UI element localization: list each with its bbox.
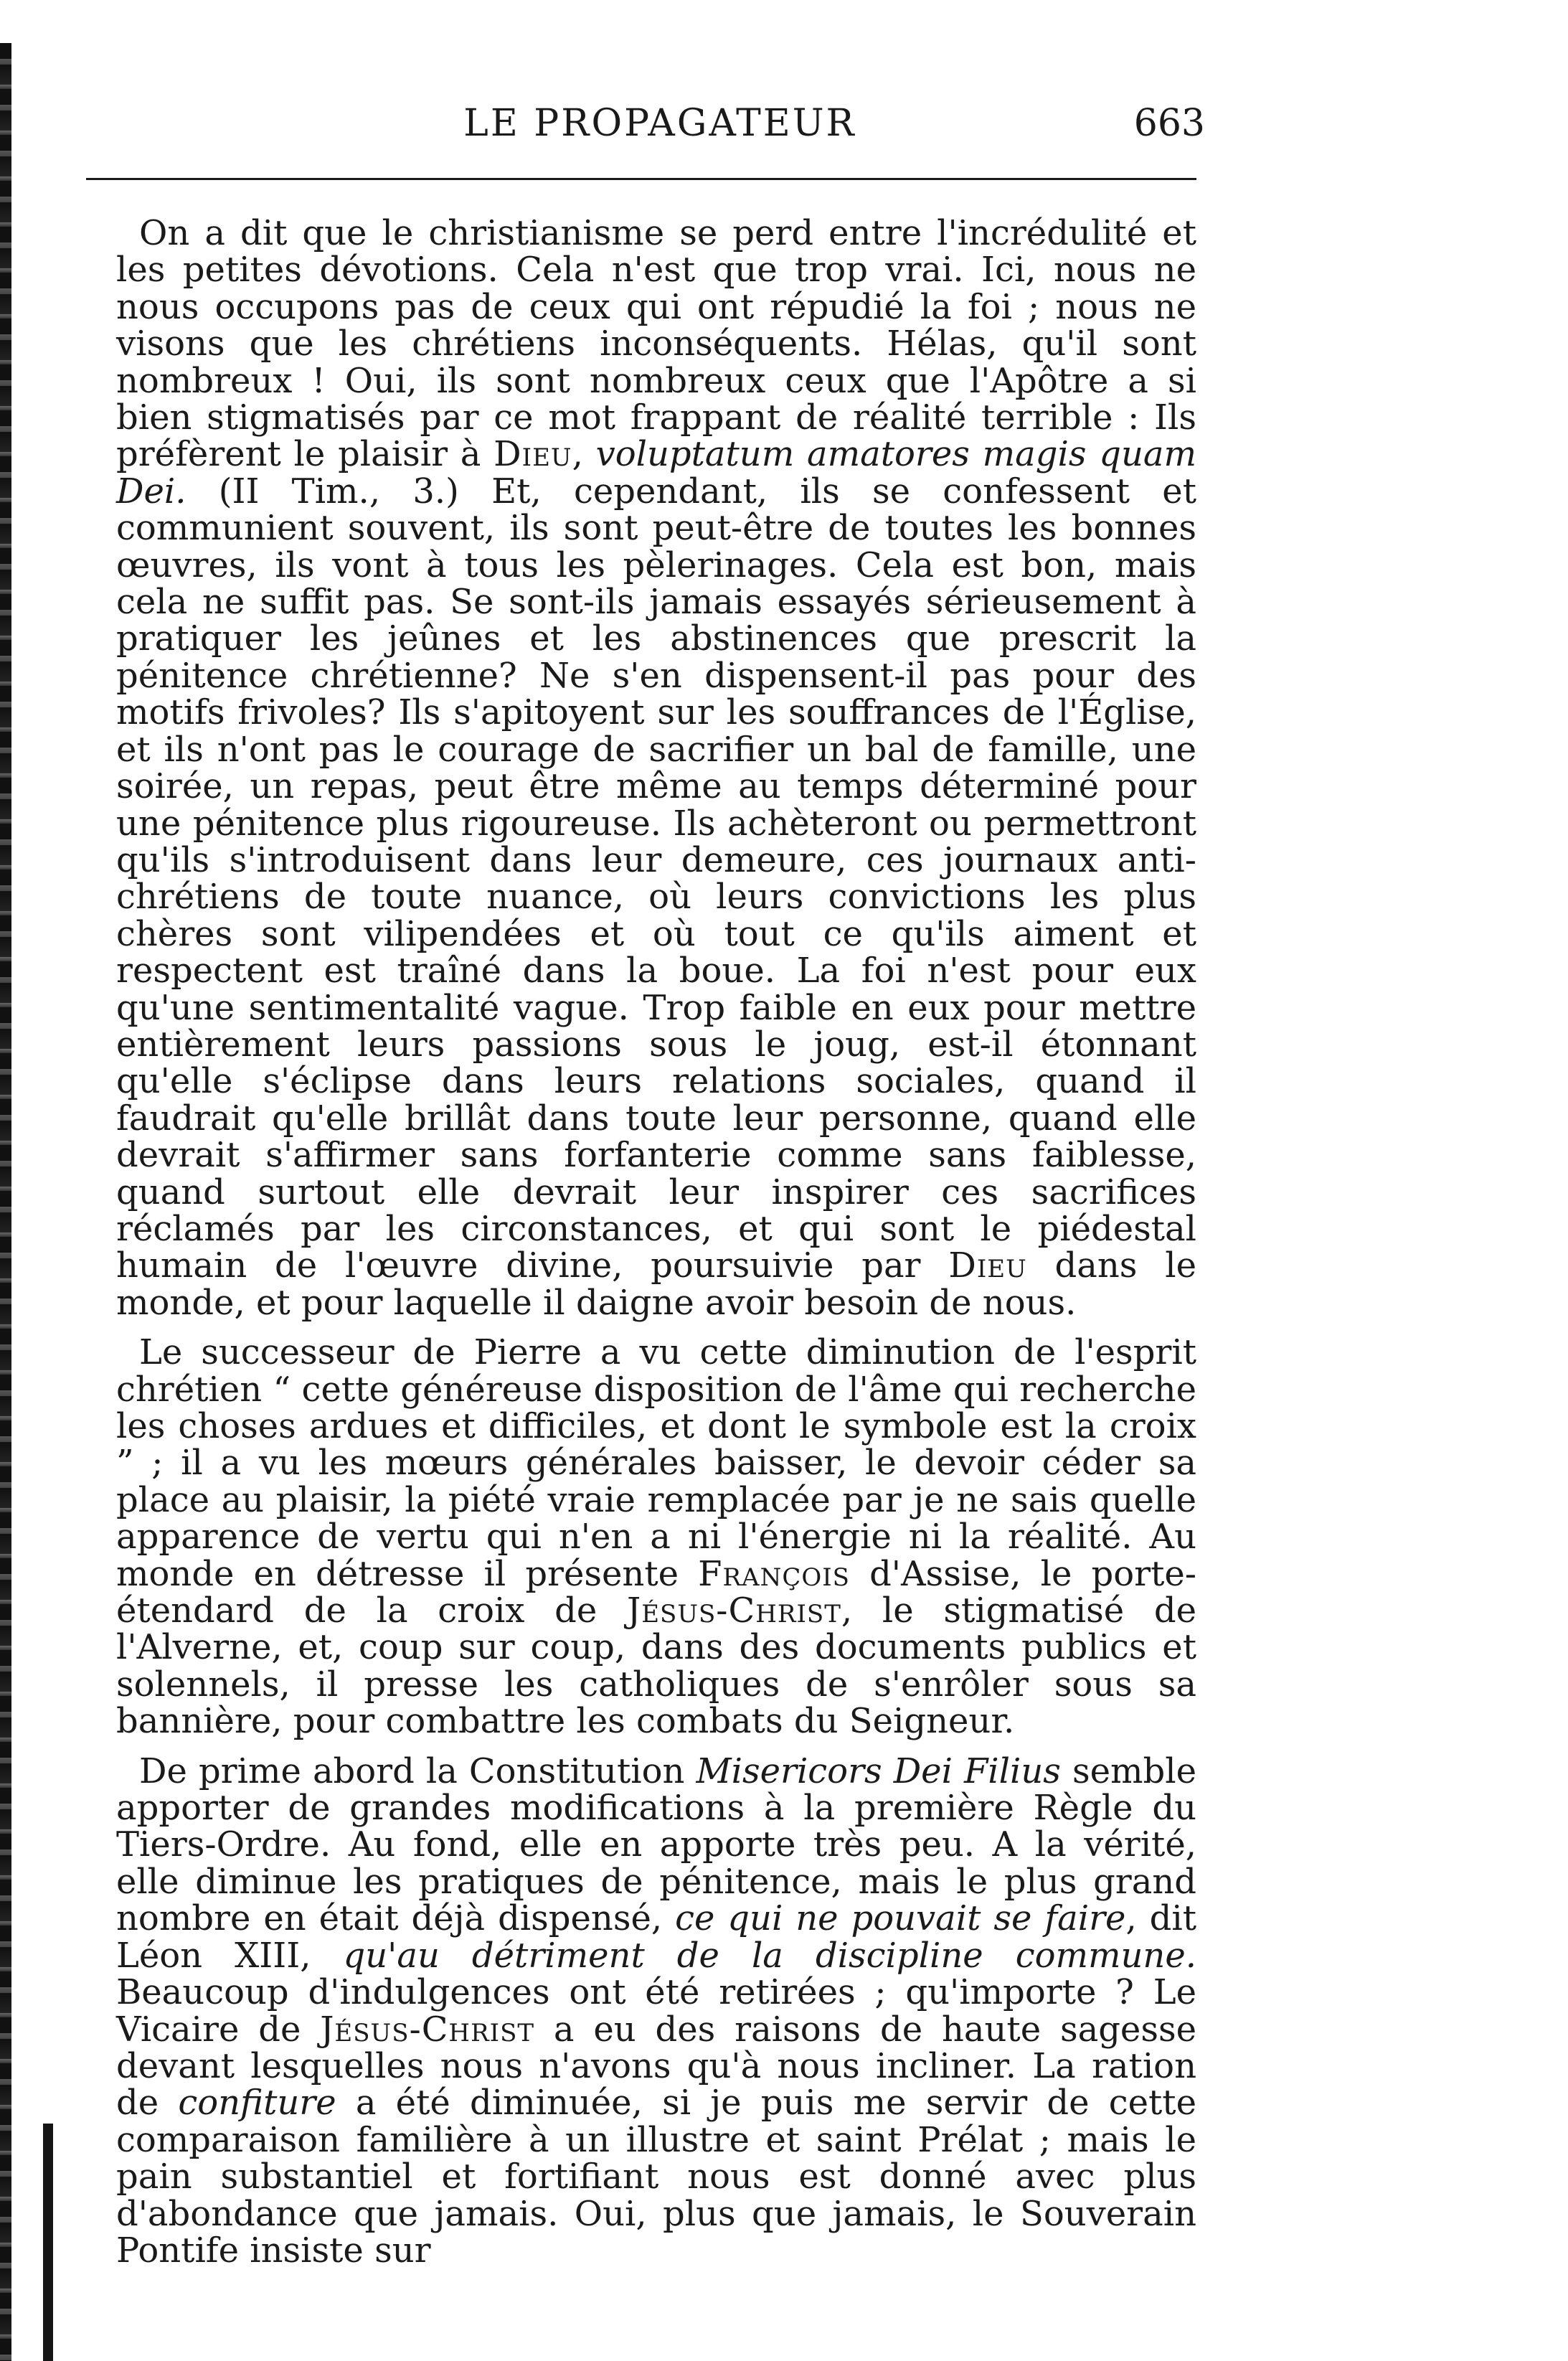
header-rule (86, 178, 1196, 180)
paragraph-1 (116, 215, 1196, 1321)
text-run: a eu des raisons de haute sagesse devant lesquelles nous n'avons qu'à nous incliner. La ration de (116, 2009, 1196, 2124)
small-caps-name: Jésus-Christ (320, 2009, 535, 2050)
italic-phrase: voluptatum amatores magis quam Dei. (116, 434, 1197, 512)
article-body (116, 215, 1196, 2269)
page-binding-edge (0, 43, 11, 2361)
paragraph-3 (116, 1750, 1197, 2271)
text-run: On a dit que le christianisme se perd entre l'incrédulité et les petites dévotions. Cela n'est que trop vrai. Ici, nous ne nous occupons pas de ceux qui ont répudié la foi ; nous ne visons que les chrétiens inconséquents. Hélas, qu'il sont nombreux ! Oui, ils sont nombreux ceux que l'Apôtre a si bien stigmatisés par ce mot frappant de réalité terrible : Ils préfèrent le plaisir à (116, 213, 1196, 475)
page-header (115, 92, 1205, 149)
text-run: , dit Léon XIII, (116, 1898, 1197, 1976)
italic-phrase: Misericors Dei Filius (696, 1750, 1061, 1791)
text-run: dans le monde, et pour laquelle il daigne avoir besoin de nous. (116, 1245, 1196, 1323)
small-caps-name: Jésus-Christ (627, 1591, 841, 1631)
italic-phrase: ce qui ne pouvait se faire (675, 1898, 1126, 1939)
text-run: a été diminuée, si je puis me servir de cette comparaison familière à un illustre et saint Prélat ; mais le pain substantiel et fortifiant nous est donné avec plus d'abondance que jamais. Oui, plus que jamais, le Souverain Pontife insiste sur (116, 2083, 1197, 2271)
page-binding-shadow (43, 2124, 53, 2361)
italic-phrase: confiture (178, 2083, 336, 2124)
text-run: (II Tim., 3.) Et, cependant, ils se confessent et communient souvent, ils sont peut-être de toutes les bonnes œuvres, ils vont à tous les pèlerinages. Cela est bon, mais cela ne suffit pas. Se sont-ils jamais essayés sérieusement à pratiquer les jeûnes et les abstinences que prescrit la pénitence chrétienne? Ne s'en dispensent-il pas pour des motifs frivoles? Ils s'apitoyent sur les souffrances de l'Église, et ils n'ont pas le courage de sacrifier un bal de famille, une soirée, un repas, peut être même au temps déterminé pour une pénitence plus rigoureuse. Ils achèteront ou permettront qu'ils s'introduisent dans leur demeure, ces journaux anti-chrétiens de toute nuance, où leurs convictions les plus chères sont vilipendées et où tout ce qu'ils aiment et respectent est traîné dans la boue. La foi n'est pour eux qu'une sentimentalité vague. Trop faible en eux pour mettre entièrement leurs passions sous le joug, est-il étonnant qu'elle s'éclipse dans leurs relations sociales, quand il faudrait qu'elle brillât dans toute leur personne, quand elle devrait s'affirmer sans forfanterie comme sans faiblesse, quand surtout elle devrait leur inspirer ces sacrifices réclamés par les circonstances, et qui sont le piédestal humain de l'œuvre divine, poursuivie par (116, 471, 1196, 1286)
text-run: Le successeur de Pierre a vu cette diminution de l'esprit chrétien “ cette généreuse disposition de l'âme qui recherche les choses ardues et difficiles, et dont le symbole est la croix ” ; il a vu les mœurs générales baisser, le devoir céder sa place au plaisir, la piété vraie remplacée par je ne sais quelle apparence de vertu qui n'en a ni l'énergie ni la réalité. Au monde en détresse il présente (116, 1332, 1196, 1594)
text-run: Beaucoup d'indulgences ont été retirées ; qu'importe ? Le Vicaire de (116, 1972, 1196, 2050)
small-caps-name: François (698, 1553, 850, 1594)
text-run: , le stigmatisé de l'Alverne, et, coup sur coup, dans des documents publics et solennels, il presse les catholiques de s'enrôler sous sa bannière, pour combattre les combats du Seigneur. (116, 1591, 1197, 1742)
text-run: semble apporter de grandes modifications à la première Règle du Tiers-Ordre. Au fond, elle en apporte très peu. A la vérité, elle diminue les pratiques de pénitence, mais le plus grand nombre en était déjà dispensé, (116, 1750, 1196, 1939)
running-title: LE PROPAGATEUR (463, 102, 856, 145)
small-caps-name: Dieu (493, 434, 572, 475)
text-run: , (572, 434, 596, 475)
page-number: 663 (1133, 102, 1205, 145)
italic-phrase: qu'au détriment de la discipline commune. (343, 1935, 1196, 1976)
small-caps-name: Dieu (948, 1245, 1027, 1286)
text-run: De prime abord la Constitution (139, 1750, 696, 1791)
paragraph-2 (116, 1334, 1196, 1740)
text-run: d'Assise, le porte-étendard de la croix de (116, 1553, 1196, 1631)
